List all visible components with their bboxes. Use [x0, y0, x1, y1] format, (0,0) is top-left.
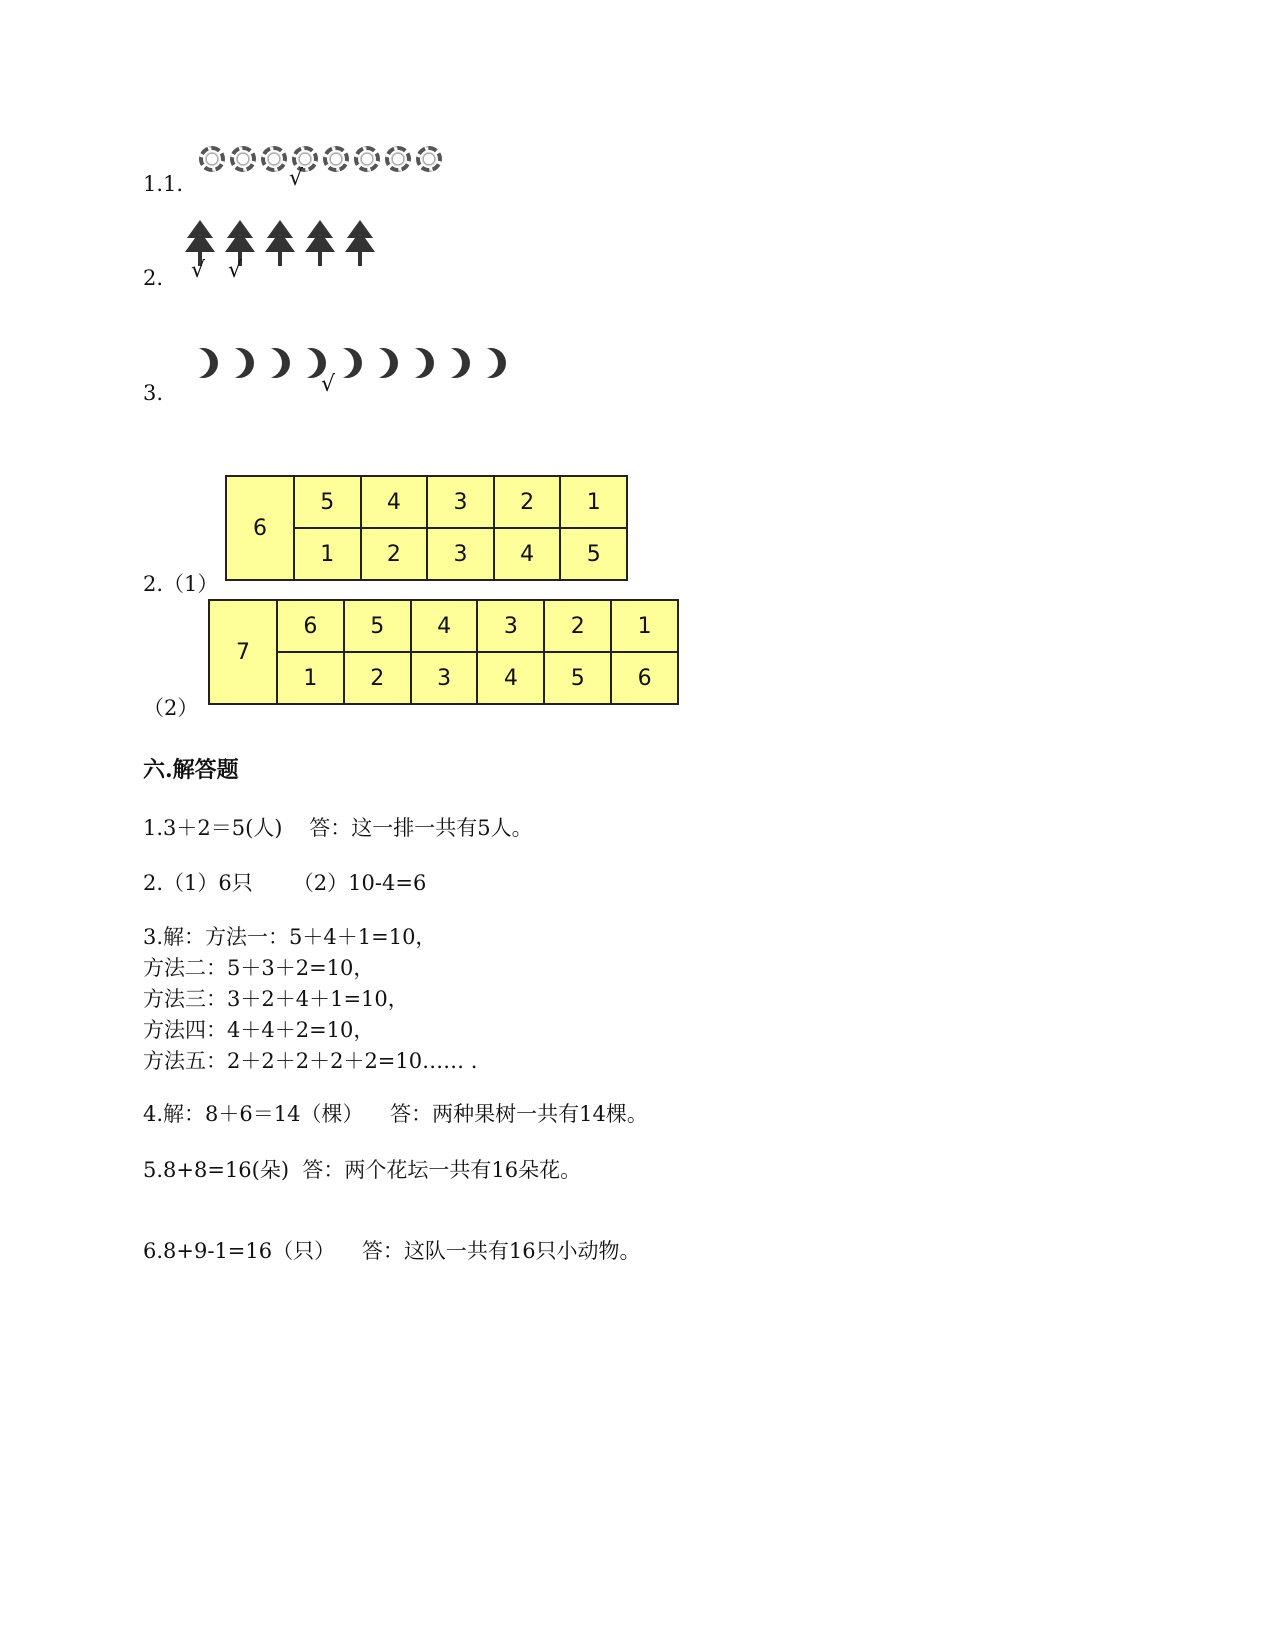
table1-label: 2.（1） — [143, 572, 219, 596]
answer-3 — [143, 922, 477, 1077]
table-cell: 6 — [277, 600, 344, 652]
answer-2: 2.（1）6只 （2）10-4=6 — [143, 871, 427, 895]
table-cell: 5 — [544, 652, 611, 704]
flower-icon — [323, 146, 349, 172]
table-cell: 1 — [294, 528, 361, 580]
q2-label: 2. — [143, 266, 164, 290]
table-cell: 2 — [494, 476, 561, 528]
answer-3-line: 方法二：5＋3＋2=10， — [143, 956, 375, 980]
section-heading: 六.解答题 — [143, 757, 239, 783]
tree-row — [183, 220, 383, 270]
table-cell: 3 — [427, 476, 494, 528]
flower-row — [199, 146, 447, 176]
moon-row — [186, 348, 510, 382]
table-cell: 2 — [544, 600, 611, 652]
answer-3-line: 方法三：3＋2＋4＋1=10， — [143, 987, 409, 1011]
table-cell: 5 — [294, 476, 361, 528]
tree-icon — [303, 220, 337, 266]
table-cell: 4 — [477, 652, 544, 704]
table-cell: 2 — [361, 528, 428, 580]
number-table-7 — [208, 599, 679, 705]
checkmark-icon: √ — [228, 258, 243, 283]
tree-icon — [263, 220, 297, 266]
checkmark-icon: √ — [289, 166, 304, 191]
table-cell: 2 — [344, 652, 411, 704]
flower-icon — [199, 146, 225, 172]
table-cell: 5 — [344, 600, 411, 652]
answer-6: 6.8+9-1=16（只） 答：这队一共有16只小动物。 — [143, 1239, 641, 1263]
q3-label: 3. — [143, 381, 164, 405]
table-cell: 5 — [560, 528, 627, 580]
table-cell: 1 — [560, 476, 627, 528]
flower-icon — [354, 146, 380, 172]
table-cell: 4 — [361, 476, 428, 528]
moon-icon — [216, 348, 246, 378]
moon-icon — [288, 348, 318, 378]
table-cell: 3 — [427, 528, 494, 580]
moon-icon — [360, 348, 390, 378]
moon-icon — [468, 348, 498, 378]
moon-icon — [180, 348, 210, 378]
flower-icon — [230, 146, 256, 172]
answer-3-line: 方法四：4＋4＋2=10， — [143, 1018, 375, 1042]
answer-1: 1.3＋2＝5(人) 答：这一排一共有5人。 — [143, 816, 533, 840]
flower-icon — [385, 146, 411, 172]
checkmark-icon: √ — [321, 372, 336, 397]
moon-icon — [252, 348, 282, 378]
table-cell: 4 — [411, 600, 478, 652]
q1-label: 1.1. — [143, 172, 184, 196]
table-cell: 3 — [411, 652, 478, 704]
table-cell: 1 — [277, 652, 344, 704]
table-total-cell: 7 — [209, 600, 277, 704]
flower-icon — [416, 146, 442, 172]
answer-4: 4.解：8＋6＝14（棵） 答：两种果树一共有14棵。 — [143, 1102, 648, 1126]
answer-3-line: 3.解：方法一：5＋4＋1=10， — [143, 925, 437, 949]
tree-icon — [343, 220, 377, 266]
table-total-cell: 6 — [226, 476, 294, 580]
answer-3-line: 方法五：2＋2＋2＋2＋2=10…… . — [143, 1049, 478, 1073]
table-cell: 4 — [494, 528, 561, 580]
checkmark-icon: √ — [191, 258, 206, 283]
table-cell: 3 — [477, 600, 544, 652]
table-cell: 6 — [611, 652, 678, 704]
moon-icon — [396, 348, 426, 378]
number-table-6 — [225, 475, 628, 581]
answer-5: 5.8+8=16(朵) 答：两个花坛一共有16朵花。 — [143, 1158, 582, 1182]
table2-label: （2） — [143, 696, 199, 720]
table-cell: 1 — [611, 600, 678, 652]
moon-icon — [432, 348, 462, 378]
flower-icon — [261, 146, 287, 172]
